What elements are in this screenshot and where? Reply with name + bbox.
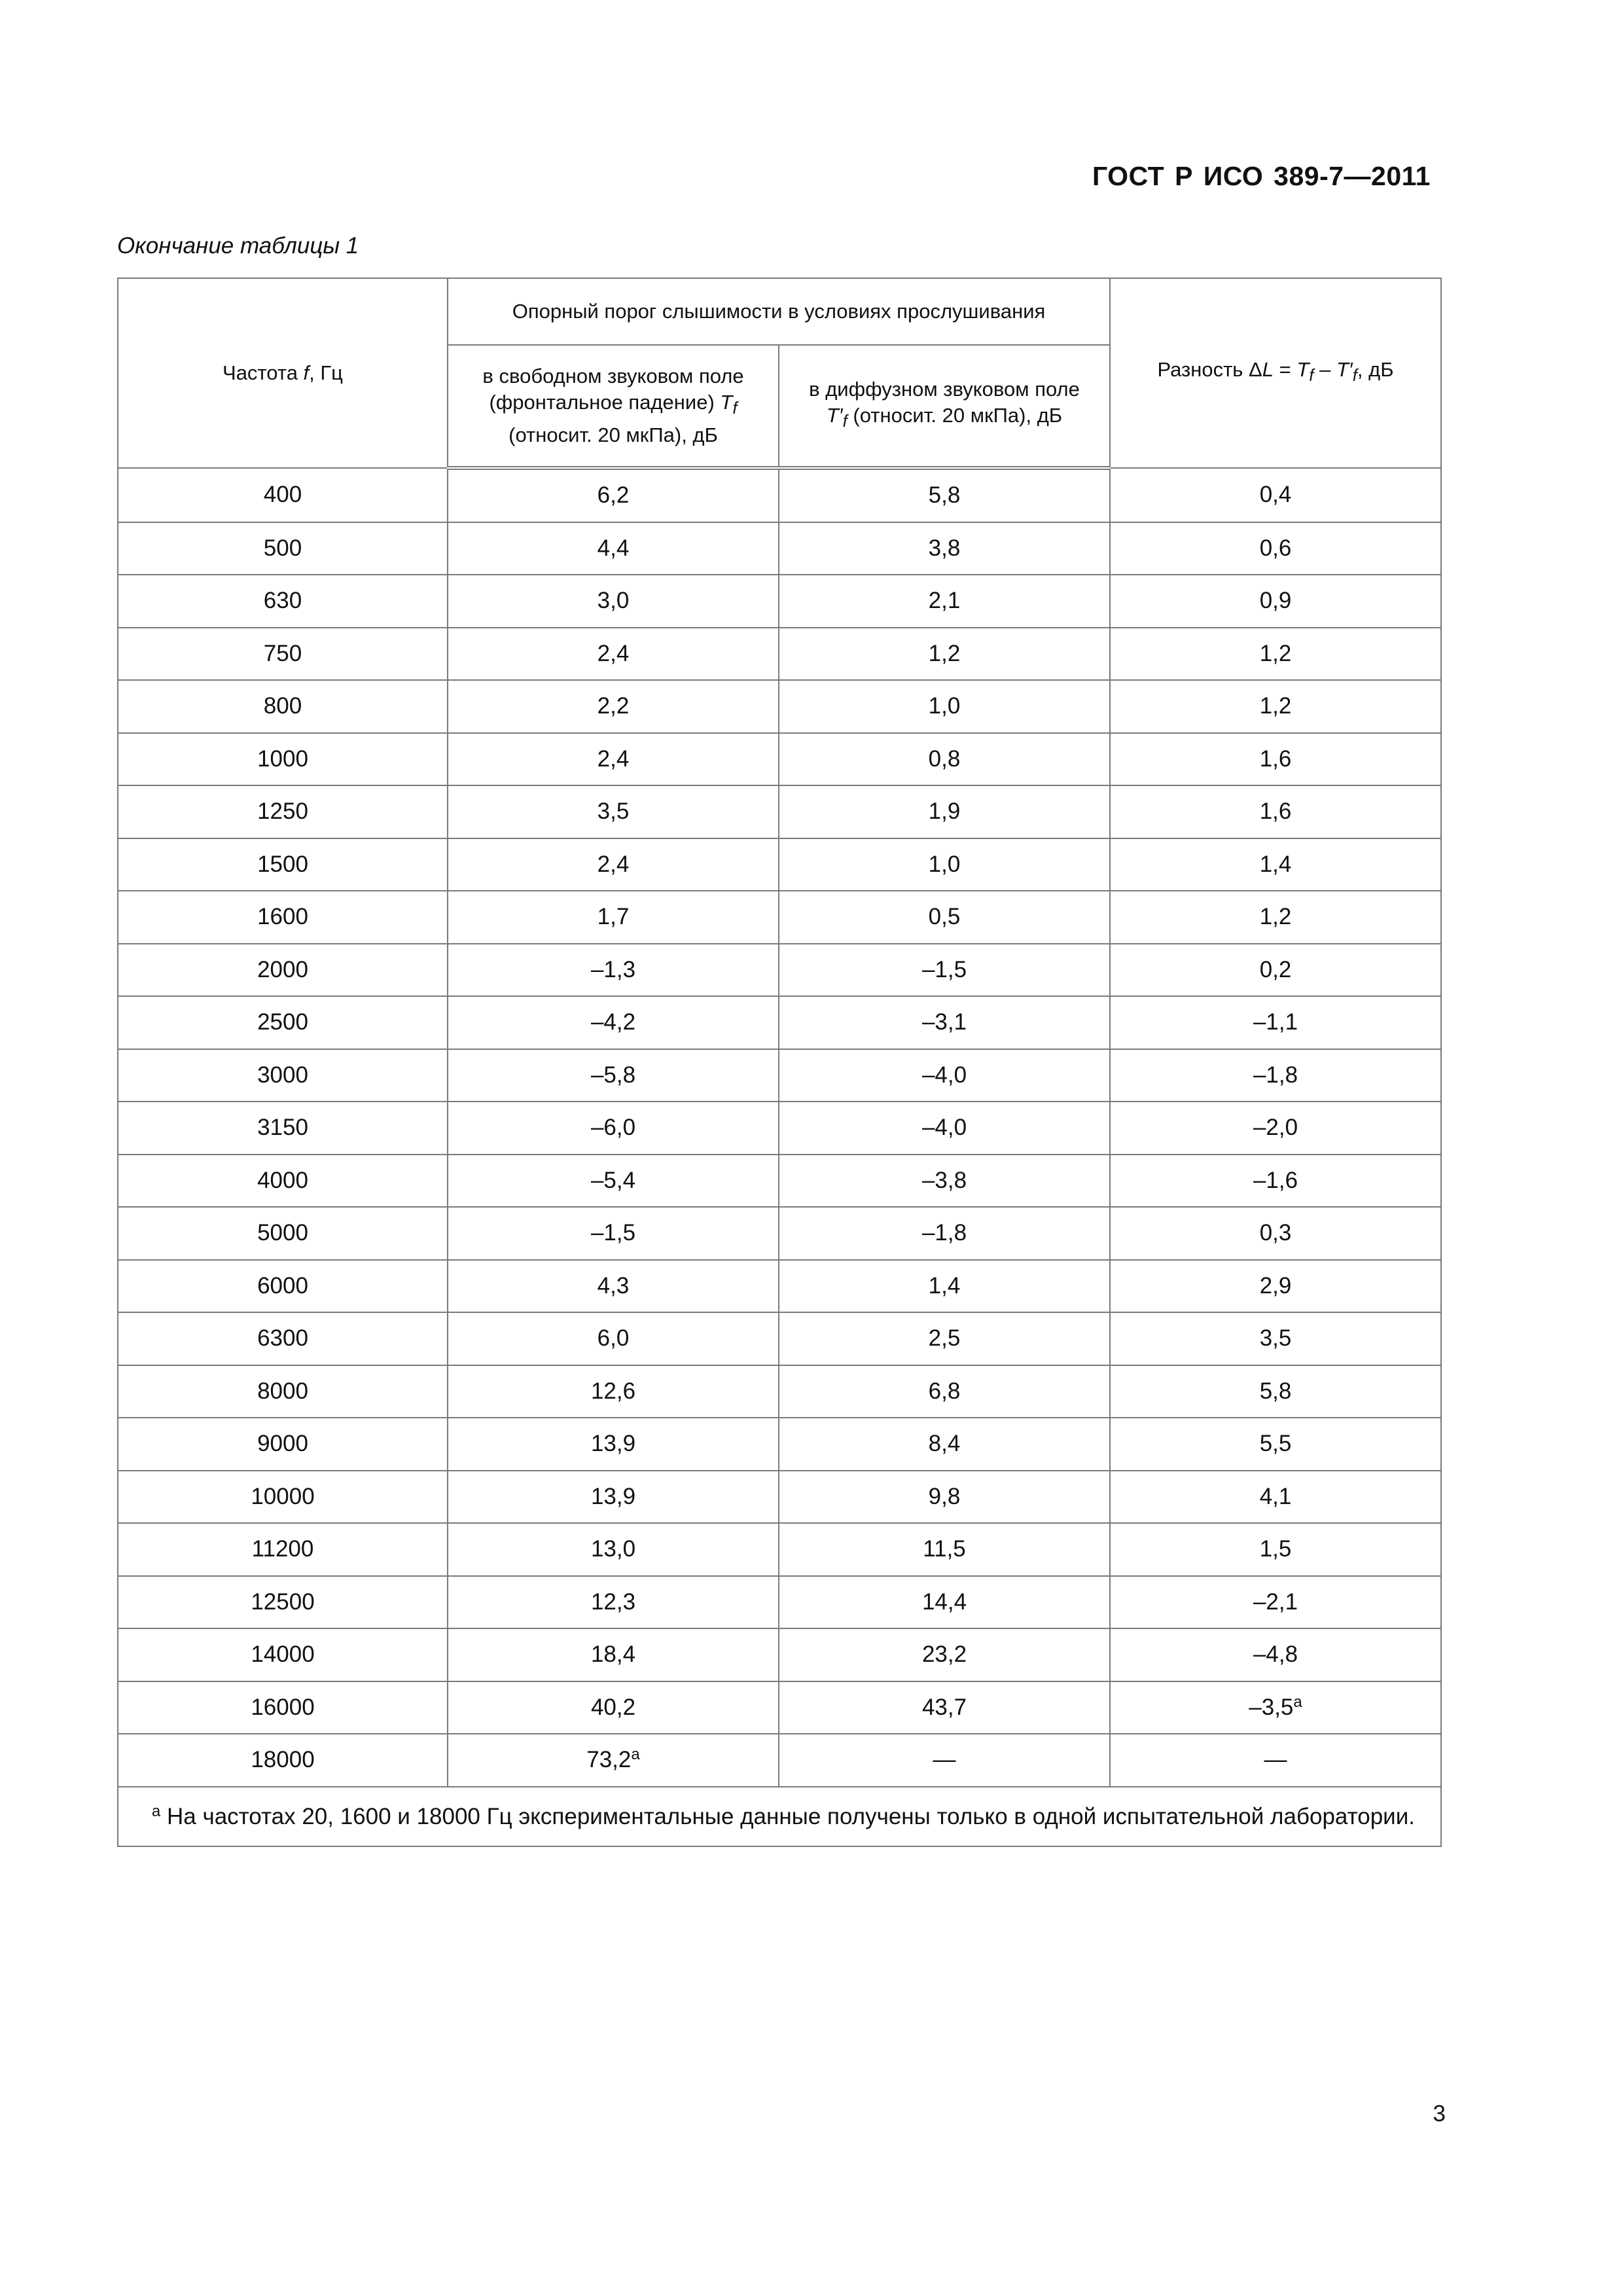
cell-free-field: 2,4 bbox=[448, 628, 779, 681]
cell-frequency: 2500 bbox=[118, 996, 448, 1049]
cell-free-field: 73,2$^a$ bbox=[448, 1734, 779, 1787]
cell-diffuse-field: 2,5 bbox=[779, 1312, 1110, 1365]
cell-free-field: 4,3 bbox=[448, 1260, 779, 1313]
cell-diffuse-field: 1,4 bbox=[779, 1260, 1110, 1313]
table-row bbox=[118, 575, 1441, 628]
cell-diffuse-field: 6,8 bbox=[779, 1365, 1110, 1418]
table-row bbox=[118, 785, 1441, 838]
cell-difference: –1,6 bbox=[1110, 1155, 1441, 1208]
cell-diffuse-field: 5,8 bbox=[779, 468, 1110, 522]
cell-diffuse-field: 0,5 bbox=[779, 891, 1110, 944]
cell-diffuse-field: 8,4 bbox=[779, 1418, 1110, 1471]
cell-free-field: –1,5 bbox=[448, 1207, 779, 1260]
cell-frequency: 12500 bbox=[118, 1576, 448, 1629]
cell-difference: 5,8 bbox=[1110, 1365, 1441, 1418]
cell-difference: 0,6 bbox=[1110, 522, 1441, 575]
table-row bbox=[118, 1260, 1441, 1313]
table-caption: Окончание таблицы 1 bbox=[117, 233, 359, 259]
cell-free-field: 2,2 bbox=[448, 680, 779, 733]
cell-difference: –2,0 bbox=[1110, 1102, 1441, 1155]
cell-diffuse-field: 0,8 bbox=[779, 733, 1110, 786]
cell-free-field: –1,3 bbox=[448, 944, 779, 997]
table-row bbox=[118, 522, 1441, 575]
cell-free-field: 6,2 bbox=[448, 468, 779, 522]
cell-frequency: 3150 bbox=[118, 1102, 448, 1155]
cell-difference: — bbox=[1110, 1734, 1441, 1787]
cell-difference: 4,1 bbox=[1110, 1471, 1441, 1524]
document-title: ГОСТ Р ИСО 389-7—2011 bbox=[1092, 161, 1431, 191]
cell-frequency: 11200 bbox=[118, 1523, 448, 1576]
table-row bbox=[118, 1049, 1441, 1102]
cell-frequency: 3000 bbox=[118, 1049, 448, 1102]
cell-frequency: 6300 bbox=[118, 1312, 448, 1365]
cell-free-field: 13,9 bbox=[448, 1471, 779, 1524]
cell-diffuse-field: –4,0 bbox=[779, 1102, 1110, 1155]
cell-free-field: 12,6 bbox=[448, 1365, 779, 1418]
table-row bbox=[118, 1312, 1441, 1365]
cell-difference: –2,1 bbox=[1110, 1576, 1441, 1629]
cell-difference: 0,2 bbox=[1110, 944, 1441, 997]
cell-difference: –1,1 bbox=[1110, 996, 1441, 1049]
cell-diffuse-field: –1,8 bbox=[779, 1207, 1110, 1260]
cell-frequency: 9000 bbox=[118, 1418, 448, 1471]
header-group: Опорный порог слышимости в условиях прослушивания bbox=[448, 278, 1110, 345]
cell-diffuse-field: 1,0 bbox=[779, 838, 1110, 891]
cell-frequency: 5000 bbox=[118, 1207, 448, 1260]
cell-diffuse-field: 1,2 bbox=[779, 628, 1110, 681]
header-frequency: Частота f, Гц bbox=[118, 278, 448, 468]
table-row bbox=[118, 1576, 1441, 1629]
cell-frequency: 2000 bbox=[118, 944, 448, 997]
cell-diffuse-field: 23,2 bbox=[779, 1628, 1110, 1681]
table-row bbox=[118, 1628, 1441, 1681]
cell-free-field: 2,4 bbox=[448, 838, 779, 891]
cell-free-field: 13,0 bbox=[448, 1523, 779, 1576]
cell-difference: 0,3 bbox=[1110, 1207, 1441, 1260]
cell-free-field: 3,5 bbox=[448, 785, 779, 838]
table-row bbox=[118, 1471, 1441, 1524]
cell-difference: 1,4 bbox=[1110, 838, 1441, 891]
cell-difference: 1,2 bbox=[1110, 891, 1441, 944]
cell-difference: –1,8 bbox=[1110, 1049, 1441, 1102]
cell-free-field: 12,3 bbox=[448, 1576, 779, 1629]
cell-difference: 3,5 bbox=[1110, 1312, 1441, 1365]
cell-difference: 1,5 bbox=[1110, 1523, 1441, 1576]
cell-diffuse-field: 2,1 bbox=[779, 575, 1110, 628]
footnote-mark: a bbox=[151, 1802, 161, 1820]
table-row bbox=[118, 1102, 1441, 1155]
cell-frequency: 750 bbox=[118, 628, 448, 681]
cell-difference: 1,2 bbox=[1110, 680, 1441, 733]
cell-frequency: 18000 bbox=[118, 1734, 448, 1787]
cell-difference: 0,4 bbox=[1110, 468, 1441, 522]
table-row bbox=[118, 1681, 1441, 1734]
cell-diffuse-field: 1,0 bbox=[779, 680, 1110, 733]
threshold-table bbox=[117, 278, 1442, 1847]
cell-free-field: 40,2 bbox=[448, 1681, 779, 1734]
table-row bbox=[118, 1418, 1441, 1471]
cell-diffuse-field: –3,8 bbox=[779, 1155, 1110, 1208]
cell-frequency: 500 bbox=[118, 522, 448, 575]
header-difference: Разность $\Delta L = T_f - T'_f$, дБ bbox=[1110, 278, 1441, 468]
table-row bbox=[118, 838, 1441, 891]
cell-free-field: 1,7 bbox=[448, 891, 779, 944]
cell-difference: 5,5 bbox=[1110, 1418, 1441, 1471]
cell-difference: –4,8 bbox=[1110, 1628, 1441, 1681]
cell-diffuse-field: 9,8 bbox=[779, 1471, 1110, 1524]
cell-difference: 1,6 bbox=[1110, 733, 1441, 786]
cell-frequency: 1250 bbox=[118, 785, 448, 838]
cell-diffuse-field: –1,5 bbox=[779, 944, 1110, 997]
cell-diffuse-field: –3,1 bbox=[779, 996, 1110, 1049]
cell-frequency: 16000 bbox=[118, 1681, 448, 1734]
cell-frequency: 1500 bbox=[118, 838, 448, 891]
table-row bbox=[118, 1155, 1441, 1208]
cell-frequency: 4000 bbox=[118, 1155, 448, 1208]
cell-free-field: 13,9 bbox=[448, 1418, 779, 1471]
table-row bbox=[118, 680, 1441, 733]
table-row bbox=[118, 996, 1441, 1049]
cell-difference: –3,5$^a$ bbox=[1110, 1681, 1441, 1734]
page-number: 3 bbox=[1433, 2101, 1446, 2126]
cell-diffuse-field: 3,8 bbox=[779, 522, 1110, 575]
footnote-text: На частотах 20, 1600 и 18000 Гц экспериментальные данные получены только в одной испытательной лаборатории. bbox=[167, 1803, 1416, 1829]
cell-diffuse-field: 11,5 bbox=[779, 1523, 1110, 1576]
cell-frequency: 400 bbox=[118, 468, 448, 522]
cell-frequency: 14000 bbox=[118, 1628, 448, 1681]
cell-free-field: 4,4 bbox=[448, 522, 779, 575]
cell-difference: 0,9 bbox=[1110, 575, 1441, 628]
table-row bbox=[118, 944, 1441, 997]
cell-diffuse-field: 43,7 bbox=[779, 1681, 1110, 1734]
cell-free-field: –6,0 bbox=[448, 1102, 779, 1155]
cell-diffuse-field: –4,0 bbox=[779, 1049, 1110, 1102]
table-row bbox=[118, 468, 1441, 522]
cell-frequency: 1000 bbox=[118, 733, 448, 786]
table-row bbox=[118, 891, 1441, 944]
table-row bbox=[118, 1207, 1441, 1260]
cell-frequency: 630 bbox=[118, 575, 448, 628]
cell-frequency: 800 bbox=[118, 680, 448, 733]
cell-free-field: 2,4 bbox=[448, 733, 779, 786]
cell-diffuse-field: 1,9 bbox=[779, 785, 1110, 838]
cell-free-field: 18,4 bbox=[448, 1628, 779, 1681]
cell-frequency: 6000 bbox=[118, 1260, 448, 1313]
cell-diffuse-field: — bbox=[779, 1734, 1110, 1787]
cell-free-field: –5,8 bbox=[448, 1049, 779, 1102]
table-row bbox=[118, 628, 1441, 681]
header-diffuse-field: в диффузном звуковом поле $T'_f$ (относит. 20 мкПа), дБ bbox=[779, 345, 1110, 468]
footnote-ref: a bbox=[1293, 1693, 1302, 1711]
cell-free-field: –5,4 bbox=[448, 1155, 779, 1208]
cell-free-field: –4,2 bbox=[448, 996, 779, 1049]
table-row bbox=[118, 1523, 1441, 1576]
cell-difference: 1,6 bbox=[1110, 785, 1441, 838]
cell-frequency: 1600 bbox=[118, 891, 448, 944]
cell-frequency: 8000 bbox=[118, 1365, 448, 1418]
cell-free-field: 3,0 bbox=[448, 575, 779, 628]
cell-diffuse-field: 14,4 bbox=[779, 1576, 1110, 1629]
cell-free-field: 6,0 bbox=[448, 1312, 779, 1365]
cell-difference: 1,2 bbox=[1110, 628, 1441, 681]
table-row bbox=[118, 1365, 1441, 1418]
footnote-ref: a bbox=[631, 1746, 640, 1764]
table-row bbox=[118, 733, 1441, 786]
table-footnote bbox=[118, 1787, 1441, 1846]
header-free-field: в свободном звуковом поле (фронтальное падение) $T_f$ (относит. 20 мкПа), дБ bbox=[448, 345, 779, 468]
cell-frequency: 10000 bbox=[118, 1471, 448, 1524]
table-row bbox=[118, 1734, 1441, 1787]
cell-difference: 2,9 bbox=[1110, 1260, 1441, 1313]
